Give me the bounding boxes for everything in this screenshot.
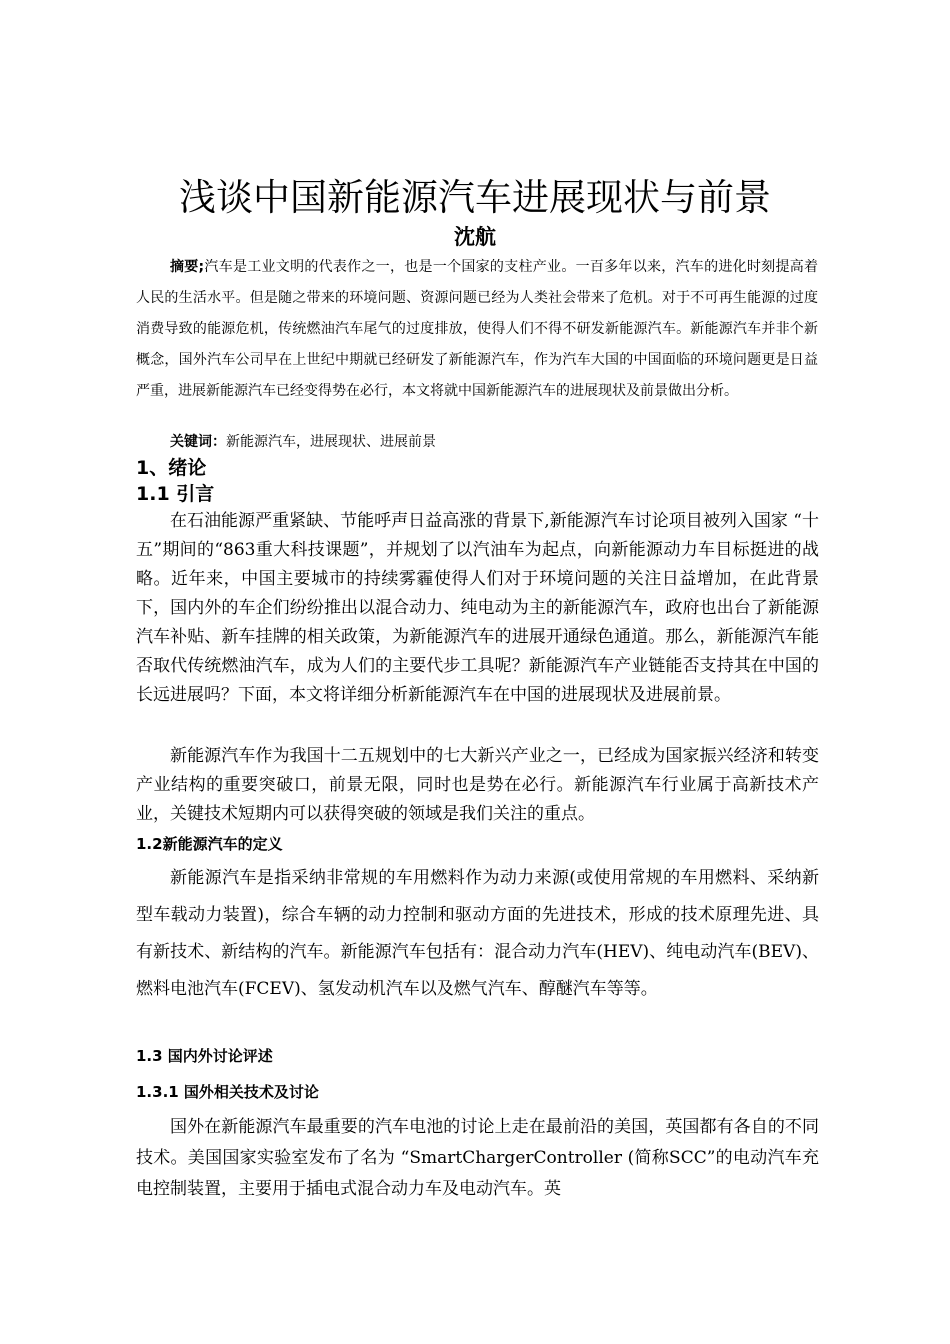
- keywords-text: 新能源汽车，进展现状、进展前景: [226, 434, 436, 450]
- document-title: 浅谈中国新能源汽车进展现状与前景: [179, 176, 771, 219]
- section-heading-1-3: 1.3 国内外讨论评述: [136, 1047, 273, 1065]
- author-name: 沈航: [454, 225, 496, 249]
- paragraph-definition: 新能源汽车是指采纳非常规的车用燃料作为动力来源(或使用常规的车用燃料、采纳新型车载动力装置)，综合车辆的动力控制和驱动方面的先进技术，形成的技术原理先进、具有新技术、新结构的汽车。新能源汽车包括有：混合动力汽车(HEV)、纯电动汽车(BEV)、燃料电池汽车(FCEV)、氢发动机汽车以及燃气汽车、醇醚汽车等等。: [136, 868, 819, 999]
- section-heading-1: 1、绪论: [136, 457, 207, 479]
- paragraph-foreign-research: 国外在新能源汽车最重要的汽车电池的讨论上走在最前沿的美国，英国都有各自的不同技术。美国国家实验室发布了名为 “SmartChargerController (简称SCC”的电动汽车充电控制装置，主要用于插电式混合动力车及电动汽车。英: [136, 1117, 819, 1199]
- abstract-label: 摘要;: [170, 259, 205, 275]
- section-heading-1-1: 1.1 引言: [136, 483, 215, 505]
- abstract-text: 汽车是工业文明的代表作之一，也是一个国家的支柱产业。一百多年以来，汽车的进化时刻提高着人民的生活水平。但是随之带来的环境问题、资源问题已经为人类社会带来了危机。对于不可再生能源的过度消费导致的能源危机，传统燃油汽车尾气的过度排放，使得人们不得不研发新能源汽车。新能源汽车并非个新概念，国外汽车公司早在上世纪中期就已经研发了新能源汽车，作为汽车大国的中国面临的环境问题更是日益严重，进展新能源汽车已经变得势在必行，本文将就中国新能源汽车的进展现状及前景做出分析。: [136, 259, 818, 399]
- section-heading-1-2: 1.2新能源汽车的定义: [136, 835, 283, 853]
- abstract: [136, 252, 818, 407]
- paragraph-introduction-1: 在石油能源严重紧缺、节能呼声日益高涨的背景下,新能源汽车讨论项目被列入国家 “十五”期间的“863重大科技课题”，并规划了以汽油车为起点，向新能源动力车目标挺进的战略。近年来，中国主要城市的持续雾霾使得人们对于环境问题的关注日益增加，在此背景下，国内外的车企们纷纷推出以混合动力、纯电动为主的新能源汽车，政府也出台了新能源汽车补贴、新车挂牌的相关政策，为新能源汽车的进展开通绿色通道。那么，新能源汽车能否取代传统燃油汽车，成为人们的主要代步工具呢？新能源汽车产业链能否支持其在中国的长远进展吗？下面，本文将详细分析新能源汽车在中国的进展现状及进展前景。: [136, 511, 819, 705]
- keywords-label: 关键词：: [170, 434, 226, 450]
- keywords: [170, 428, 820, 456]
- paragraph-introduction-2: 新能源汽车作为我国十二五规划中的七大新兴产业之一，已经成为国家振兴经济和转变产业结构的重要突破口，前景无限，同时也是势在必行。新能源汽车行业属于高新技术产业，关键技术短期内可以获得突破的领域是我们关注的重点。: [136, 746, 819, 824]
- section-heading-1-3-1: 1.3.1 国外相关技术及讨论: [136, 1083, 319, 1101]
